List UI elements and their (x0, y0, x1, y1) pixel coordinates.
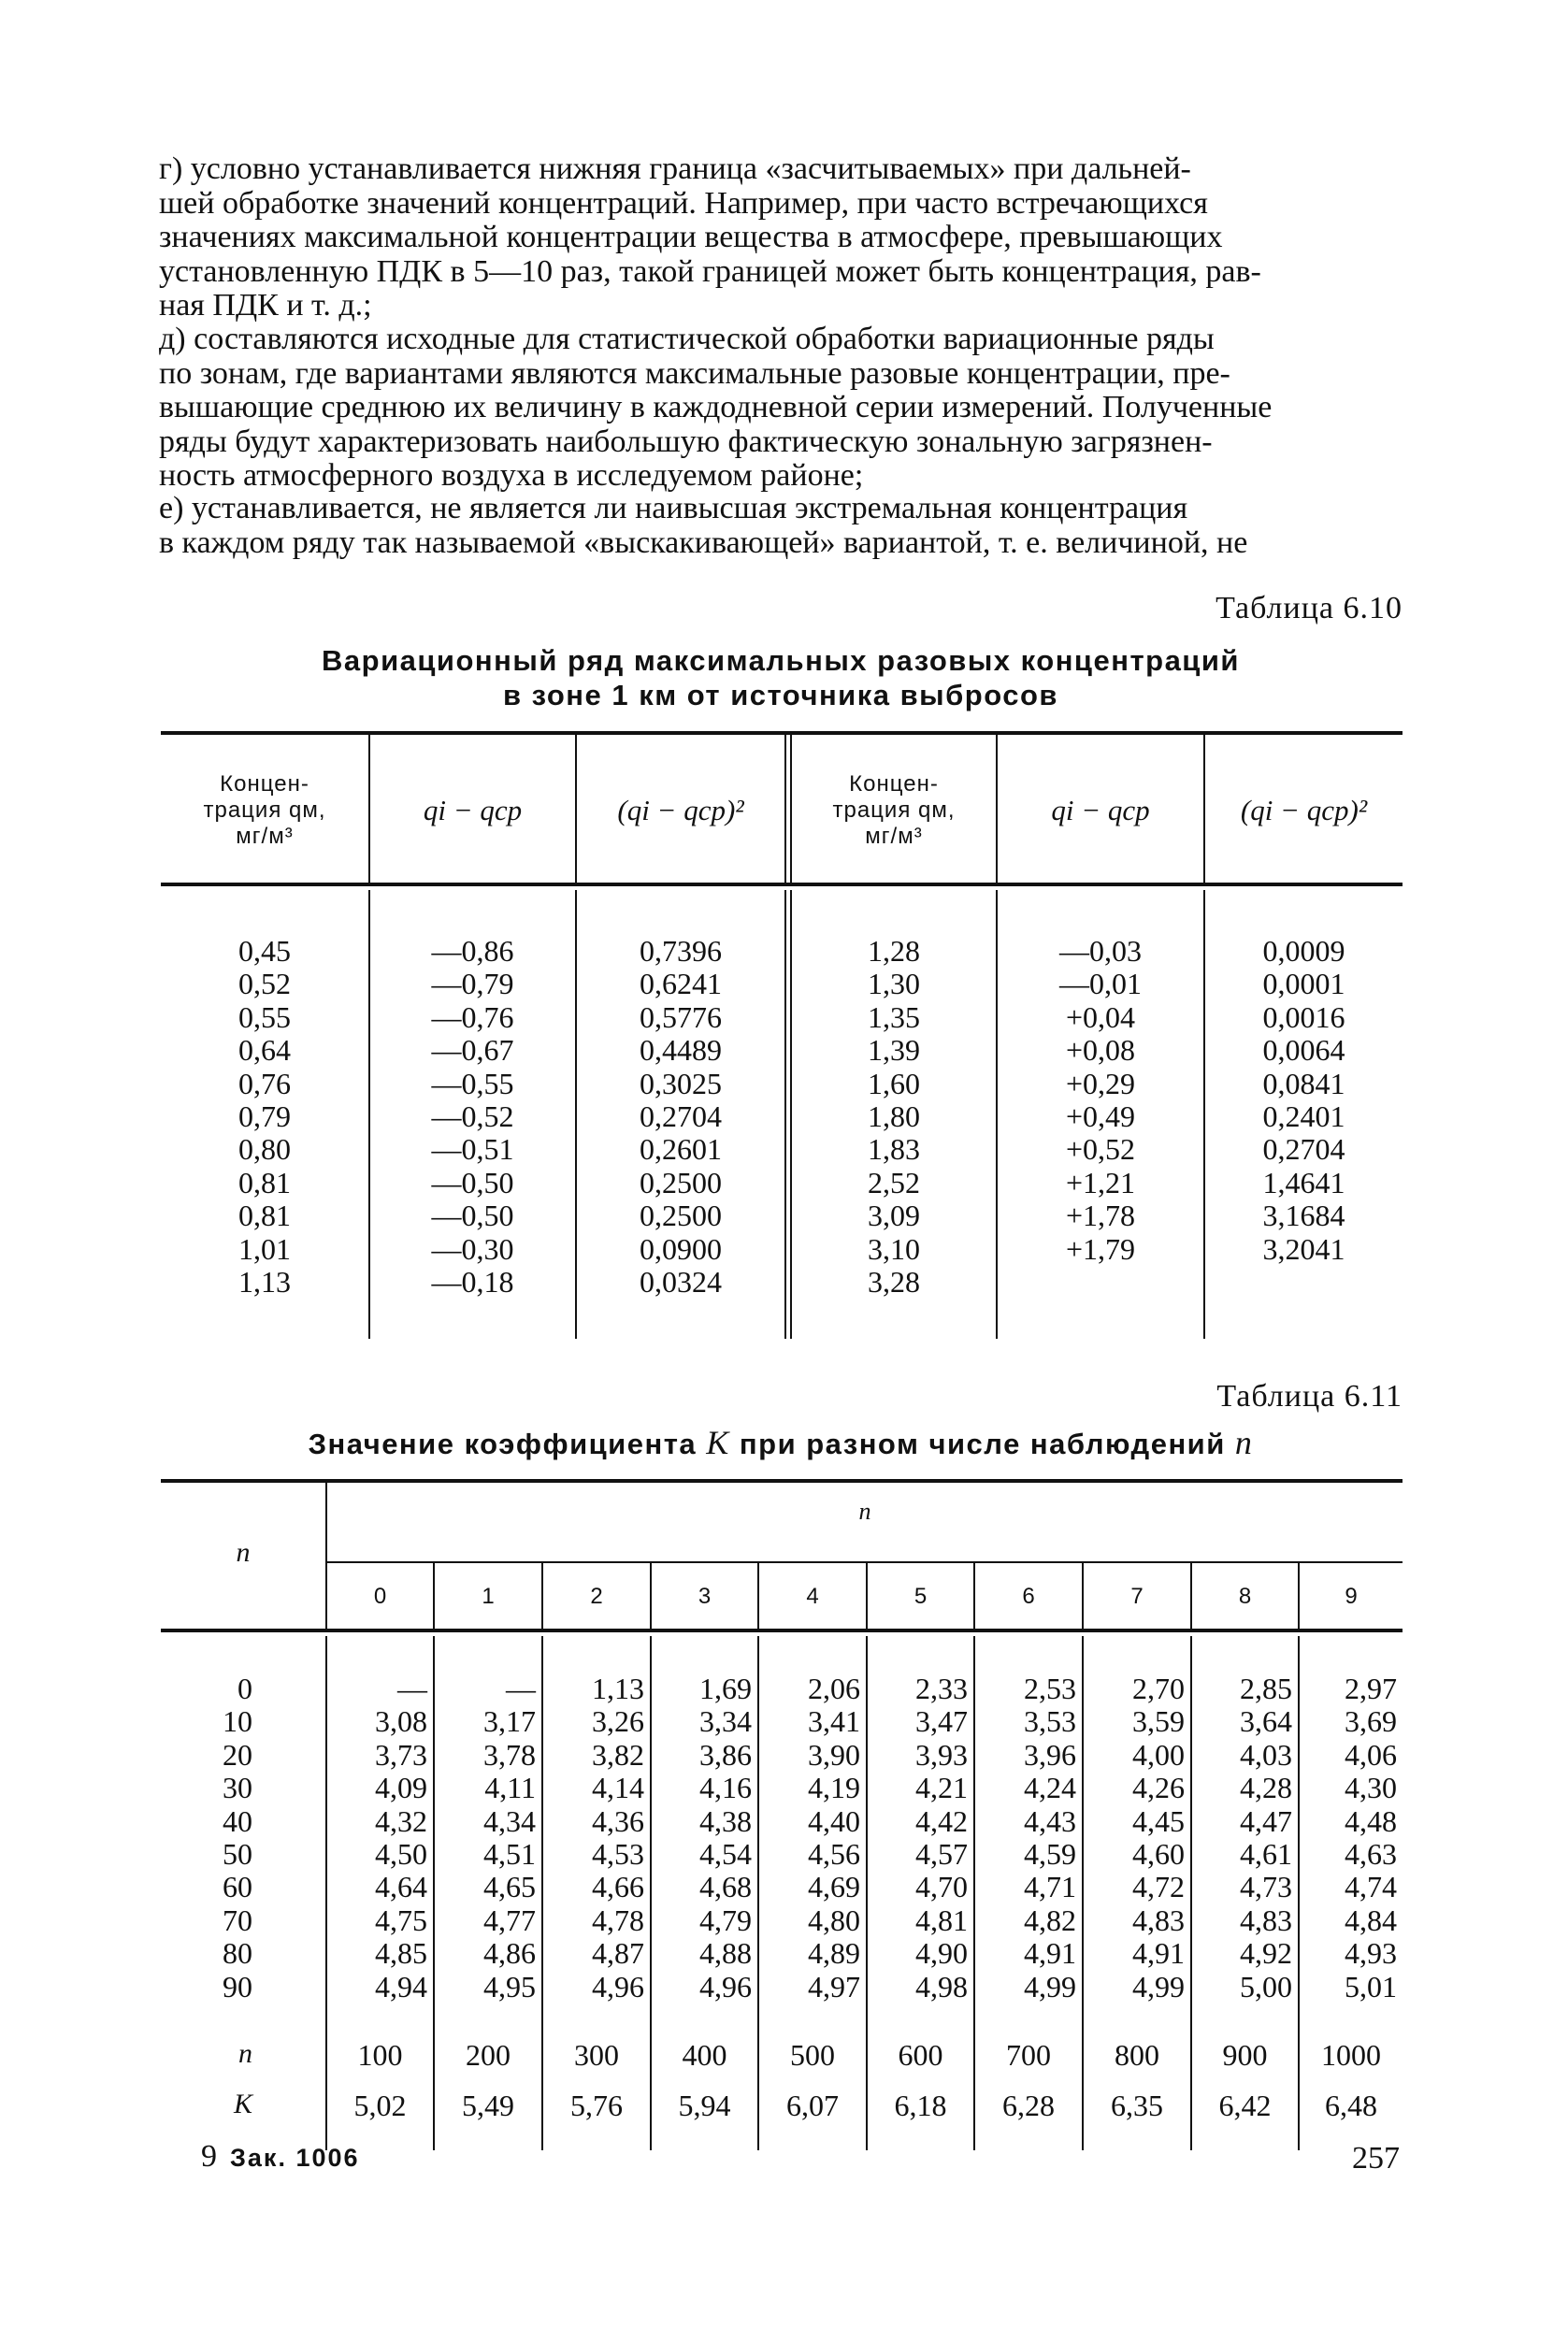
table-cell: 3,28 (868, 1264, 920, 1299)
title-line: в зоне 1 км от источника выбросов (503, 679, 1058, 711)
table-cell: 1,69 (699, 1672, 752, 1705)
table-cell: 4,90 (915, 1936, 968, 1971)
table-cell: 4,69 (808, 1870, 860, 1904)
table-6-11-title (159, 1426, 1403, 1461)
table-cell: 4,57 (915, 1836, 968, 1871)
table-cell: 1,83 (868, 1132, 920, 1167)
table-cell: —0,79 (431, 967, 514, 1001)
table-cell: 4,38 (699, 1803, 752, 1838)
extra-k-cell: 6,07 (786, 2089, 839, 2122)
rule (161, 1479, 1403, 1483)
table-cell: 4,19 (808, 1771, 860, 1805)
paragraph-d (159, 323, 1403, 494)
table-cell: 4,82 (1024, 1903, 1076, 1937)
table-cell: —0,18 (431, 1264, 514, 1299)
table-cell: 3,93 (915, 1737, 968, 1772)
table-cell: 4,26 (1132, 1771, 1185, 1805)
row-label: 10 (223, 1704, 252, 1739)
table-cell: 0,81 (238, 1199, 291, 1233)
table-cell: — (397, 1672, 427, 1705)
digit-header: 9 (1345, 1584, 1358, 1609)
extra-n-cell: 900 (1222, 2038, 1268, 2072)
table-cell: 4,72 (1132, 1870, 1185, 1904)
table-cell: 0,7396 (640, 934, 722, 968)
row-label: 0 (237, 1672, 252, 1705)
table-cell: 3,26 (592, 1704, 644, 1739)
table-cell: 4,28 (1240, 1771, 1292, 1805)
table-cell: —0,51 (431, 1132, 514, 1167)
table-cell: 3,96 (1024, 1737, 1076, 1772)
table-cell: 3,59 (1132, 1704, 1185, 1739)
table-cell: 4,88 (699, 1936, 752, 1971)
table-cell: 4,63 (1345, 1836, 1397, 1871)
table-cell: 4,21 (915, 1771, 968, 1805)
table-cell: 5,01 (1345, 1969, 1397, 2003)
text-line: по зонам, где вариантами являются максимальные разовые концентрации, пре- (159, 355, 1230, 391)
extra-n-cell: 200 (466, 2038, 511, 2072)
table-cell: 4,75 (375, 1903, 427, 1937)
column-k-2 (543, 1673, 644, 2003)
table-cell: 4,09 (375, 1771, 427, 1805)
header-line: Концен- (849, 771, 939, 797)
column-squared (577, 935, 784, 1299)
text-line: значениях максимальной концентрации вещества в атмосфере, превышающих (159, 220, 1223, 254)
column-difference-2 (998, 935, 1203, 1266)
table-cell: 3,90 (808, 1737, 860, 1772)
table-cell: 4,99 (1132, 1969, 1185, 2003)
table-cell: 4,83 (1132, 1903, 1185, 1937)
table-cell: 4,64 (375, 1870, 427, 1904)
table-cell: 1,80 (868, 1099, 920, 1133)
extra-n-cell: 300 (574, 2038, 619, 2072)
table-cell: 2,52 (868, 1165, 920, 1199)
table-cell: 1,30 (868, 967, 920, 1001)
digit-header: 1 (482, 1584, 495, 1609)
table-cell: — (506, 1672, 536, 1705)
table-cell: 4,45 (1132, 1803, 1185, 1838)
table-cell: 4,47 (1240, 1803, 1292, 1838)
digit-header: 2 (590, 1584, 603, 1609)
table-cell: 4,70 (915, 1870, 968, 1904)
extra-k-cell: 6,18 (894, 2089, 947, 2122)
extra-n-cell: 600 (898, 2038, 943, 2072)
header-line: Концен- (220, 771, 309, 797)
table-cell: 1,01 (238, 1231, 291, 1266)
column-concentration-2 (792, 935, 996, 1299)
table-cell: 4,32 (375, 1803, 427, 1838)
table-cell: 3,10 (868, 1231, 920, 1266)
table-cell: 3,08 (375, 1704, 427, 1739)
table-cell: 4,93 (1345, 1936, 1397, 1971)
digit-header: 3 (698, 1584, 712, 1609)
table-cell: 4,71 (1024, 1870, 1076, 1904)
column-k-7 (1084, 1673, 1185, 2003)
extra-n-cell: 1000 (1321, 2038, 1381, 2072)
row-label: 30 (223, 1771, 252, 1805)
extra-n-label: n (238, 2038, 252, 2069)
table-cell: 0,0016 (1262, 999, 1345, 1034)
extra-k-cell: 5,94 (678, 2089, 731, 2122)
table-cell: —0,03 (1059, 934, 1142, 968)
table-cell: 3,69 (1345, 1704, 1397, 1739)
header-line: трация qм, (832, 797, 956, 823)
table-cell: 4,61 (1240, 1836, 1292, 1871)
table-cell: 3,73 (375, 1737, 427, 1772)
sheet-number: 9 (201, 2139, 217, 2174)
table-cell: 3,47 (915, 1704, 968, 1739)
column-k-5 (868, 1673, 968, 2003)
digit-header: 0 (373, 1584, 387, 1609)
title-part: Значение коэффициента (308, 1428, 698, 1460)
table-cell: 0,45 (238, 934, 291, 968)
table-cell: +0,29 (1065, 1066, 1136, 1100)
table-cell: 4,98 (915, 1969, 968, 2003)
table-6-10-title (159, 643, 1403, 712)
table-cell: —0,86 (431, 934, 514, 968)
text-line: д) составляются исходные для статистической обработки вариационные ряды (159, 322, 1215, 356)
table-cell: +0,04 (1065, 999, 1136, 1034)
table-cell: +0,08 (1065, 1033, 1136, 1068)
extra-k-cell: 5,02 (353, 2089, 407, 2122)
table-cell: —0,30 (431, 1231, 514, 1266)
table-cell: 3,1684 (1262, 1199, 1345, 1233)
digit-header: 5 (913, 1584, 928, 1609)
rule (327, 1561, 1403, 1563)
table-cell: 4,79 (699, 1903, 752, 1937)
table-cell: 4,78 (592, 1903, 644, 1937)
text-line: установленную ПДК в 5—10 раз, такой границей может быть концентрация, рав- (159, 253, 1261, 289)
table-cell: +0,52 (1065, 1132, 1136, 1167)
table-cell: 4,96 (699, 1969, 752, 2003)
table-cell: 4,66 (592, 1870, 644, 1904)
table-cell: 4,80 (808, 1903, 860, 1937)
digit-header: 6 (1022, 1584, 1035, 1609)
group-header-n: n (858, 1498, 871, 1525)
column-k-1 (435, 1673, 536, 2003)
column-squared-2 (1205, 935, 1403, 1266)
page-number: 257 (1352, 2141, 1400, 2176)
table-cell: 4,65 (483, 1870, 536, 1904)
table-cell: 4,14 (592, 1771, 644, 1805)
table-cell: 3,53 (1024, 1704, 1076, 1739)
row-label: 50 (223, 1836, 252, 1871)
extra-k-cell: 6,48 (1325, 2089, 1377, 2122)
table-cell: 3,34 (699, 1704, 752, 1739)
table-cell: 5,00 (1240, 1969, 1292, 2003)
column-k-3 (652, 1673, 752, 2003)
digit-header: 7 (1130, 1584, 1144, 1609)
table-cell: 4,92 (1240, 1936, 1292, 1971)
table-cell: —0,01 (1059, 967, 1142, 1001)
table-cell: 1,35 (868, 999, 920, 1034)
table-cell: 4,77 (483, 1903, 536, 1937)
row-label: 60 (223, 1870, 252, 1904)
text-line: ность атмосферного воздуха в исследуемом районе; (159, 458, 864, 493)
text-line: вышающие среднюю их величину в каждодневной серии измерений. Полученные (159, 390, 1273, 424)
table-cell: 0,55 (238, 999, 291, 1034)
column-k-8 (1192, 1673, 1292, 2003)
table-cell: +1,21 (1065, 1165, 1136, 1199)
extra-n-cell: 500 (790, 2038, 835, 2072)
table-cell: 4,91 (1132, 1936, 1185, 1971)
table-cell: 4,03 (1240, 1737, 1292, 1772)
rule (161, 883, 1403, 886)
table-cell: 0,0324 (640, 1264, 722, 1299)
row-label: 20 (223, 1737, 252, 1772)
table-cell: 4,56 (808, 1836, 860, 1871)
header-concentration-2 (792, 750, 996, 871)
digit-header: 4 (806, 1584, 819, 1609)
table-cell: 1,39 (868, 1033, 920, 1068)
table-cell: 3,2041 (1262, 1231, 1345, 1266)
table-cell: 3,17 (483, 1704, 536, 1739)
header-difference-2: qi − qср (1051, 794, 1150, 826)
table-cell: 4,42 (915, 1803, 968, 1838)
table-cell: —0,52 (431, 1099, 514, 1133)
column-k-4 (759, 1673, 860, 2003)
order-number: Зак. 1006 (230, 2144, 360, 2172)
table-cell: 4,68 (699, 1870, 752, 1904)
table-cell: 0,80 (238, 1132, 291, 1167)
text-line: шей обработке значений концентраций. Например, при часто встречающихся (159, 185, 1208, 221)
table-cell: 4,94 (375, 1969, 427, 2003)
table-6-10-label: Таблица 6.10 (1216, 591, 1403, 625)
table-cell: 3,41 (808, 1704, 860, 1739)
column-k-6 (975, 1673, 1076, 2003)
table-cell: +0,49 (1065, 1099, 1136, 1133)
extra-n-cell: 400 (682, 2038, 727, 2072)
digit-header: 8 (1238, 1584, 1252, 1609)
table-6-10 (161, 731, 1403, 1348)
row-label: 80 (223, 1936, 252, 1971)
table-6-11 (161, 1479, 1403, 2152)
table-cell: 4,85 (375, 1936, 427, 1971)
table-6-11-label: Таблица 6.11 (1216, 1379, 1403, 1414)
table-cell: —0,76 (431, 999, 514, 1034)
text-line: в каждом ряду так называемой «выскакивающей» вариантой, т. е. величиной, не (159, 524, 1248, 560)
table-cell: 4,83 (1240, 1903, 1292, 1937)
rule (161, 1629, 1403, 1632)
text-line: ная ПДК и т. д.; (159, 288, 372, 323)
text-line: ряды будут характеризовать наибольшую фактическую зональную загрязнен- (159, 424, 1213, 459)
extra-k-label: K (233, 2089, 252, 2119)
rule (161, 731, 1403, 735)
extra-k-cell: 6,35 (1111, 2089, 1163, 2122)
table-cell: 3,78 (483, 1737, 536, 1772)
table-cell: 4,95 (483, 1969, 536, 2003)
table-cell: 2,85 (1240, 1672, 1292, 1705)
extra-k-cell: 6,42 (1218, 2089, 1272, 2122)
table-cell: 4,00 (1132, 1737, 1185, 1772)
table-cell: 4,84 (1345, 1903, 1397, 1937)
table-cell: —0,55 (431, 1066, 514, 1100)
table-cell: 2,97 (1345, 1672, 1397, 1705)
header-concentration (161, 750, 368, 871)
table-cell: 4,30 (1345, 1771, 1397, 1805)
table-cell: 0,0009 (1262, 934, 1345, 968)
table-cell: 0,3025 (640, 1066, 722, 1100)
table-cell: 3,86 (699, 1737, 752, 1772)
table-cell: 4,16 (699, 1771, 752, 1805)
row-header-n: n (236, 1537, 251, 1568)
title-line: Вариационный ряд максимальных разовых концентраций (322, 644, 1240, 677)
table-cell: 4,06 (1345, 1737, 1397, 1772)
table-cell: 0,2500 (640, 1165, 722, 1199)
table-cell: 0,5776 (640, 999, 722, 1034)
table-cell: 4,96 (592, 1969, 644, 2003)
row-label: 40 (223, 1803, 252, 1838)
table-cell: 0,2401 (1262, 1099, 1345, 1133)
table-cell: 4,59 (1024, 1836, 1076, 1871)
table-cell: 1,28 (868, 934, 920, 968)
table-cell: +1,78 (1065, 1199, 1136, 1233)
rule (784, 890, 786, 1339)
row-label: 90 (223, 1969, 252, 2003)
table-cell: 0,6241 (640, 967, 722, 1001)
column-difference (370, 935, 575, 1299)
table-cell: 4,81 (915, 1903, 968, 1937)
text-line: г) условно устанавливается нижняя граница «засчитываемых» при дальней- (159, 151, 1191, 186)
table-cell: 4,97 (808, 1969, 860, 2003)
table-cell: 0,64 (238, 1033, 291, 1068)
table-cell: 4,53 (592, 1836, 644, 1871)
table-cell: 4,91 (1024, 1936, 1076, 1971)
header-line: мг/м³ (236, 824, 294, 849)
extra-k-cell: 5,49 (462, 2089, 514, 2122)
table-cell: +1,79 (1065, 1231, 1136, 1266)
column-k-9 (1300, 1673, 1397, 2003)
table-cell: 0,2704 (640, 1099, 722, 1133)
table-cell: 0,0900 (640, 1231, 722, 1266)
table-cell: 4,34 (483, 1803, 536, 1838)
table-cell: 4,87 (592, 1936, 644, 1971)
title-part: при разном числе наблюдений (739, 1428, 1226, 1460)
header-difference: qi − qср (423, 794, 523, 826)
table-cell: 0,2601 (640, 1132, 722, 1167)
table-cell: 2,53 (1024, 1672, 1076, 1705)
table-cell: 0,2500 (640, 1199, 722, 1233)
table-cell: 4,48 (1345, 1803, 1397, 1838)
extra-k-cell: 5,76 (570, 2089, 623, 2122)
table-cell: 2,06 (808, 1672, 860, 1705)
table-cell: 0,0064 (1262, 1033, 1345, 1068)
header-line: трация qм, (203, 797, 326, 823)
footer-signature (201, 2139, 360, 2175)
table-cell: 4,54 (699, 1836, 752, 1871)
rule (784, 735, 786, 883)
table-cell: 0,4489 (640, 1033, 722, 1068)
header-squared-2: (qi − qср)² (1240, 794, 1368, 826)
table-cell: 3,64 (1240, 1704, 1292, 1739)
table-cell: 3,09 (868, 1199, 920, 1233)
extra-k-cell: 6,28 (1002, 2089, 1055, 2122)
header-squared: (qi − qср)² (617, 794, 744, 826)
table-cell: 4,24 (1024, 1771, 1076, 1805)
table-cell: 4,50 (375, 1836, 427, 1871)
table-cell: 4,60 (1132, 1836, 1185, 1871)
column-concentration (161, 935, 368, 1299)
title-symbol-n: n (1234, 1424, 1254, 1461)
table-cell: 0,76 (238, 1066, 291, 1100)
table-cell: 2,70 (1132, 1672, 1185, 1705)
table-cell: 4,11 (484, 1771, 536, 1805)
table-cell: 0,0001 (1262, 967, 1345, 1001)
table-cell: 1,60 (868, 1066, 920, 1100)
extra-n-cell: 100 (357, 2038, 403, 2072)
extra-n-cell: 800 (1115, 2038, 1159, 2072)
table-cell: 4,73 (1240, 1870, 1292, 1904)
table-cell: 3,82 (592, 1737, 644, 1772)
table-cell: 4,51 (483, 1836, 536, 1871)
text-line: е) устанавливается, не является ли наивысшая экстремальная концентрация (159, 491, 1188, 525)
table-cell: 0,79 (238, 1099, 291, 1133)
table-cell: 1,13 (592, 1672, 644, 1705)
table-cell: 4,99 (1024, 1969, 1076, 2003)
table-cell: 4,40 (808, 1803, 860, 1838)
extra-n-cell: 700 (1006, 2038, 1051, 2072)
table-cell: 2,33 (915, 1672, 968, 1705)
table-cell: 4,89 (808, 1936, 860, 1971)
table-cell: 0,52 (238, 967, 291, 1001)
table-cell: 1,13 (238, 1264, 291, 1299)
column-k-0 (327, 1673, 427, 2003)
paragraph-g (159, 152, 1403, 323)
row-label: 70 (223, 1903, 252, 1937)
table-cell: —0,50 (431, 1165, 514, 1199)
header-line: мг/м³ (865, 824, 923, 849)
table-cell: 1,4641 (1262, 1165, 1345, 1199)
table-cell: 4,36 (592, 1803, 644, 1838)
table-cell: —0,67 (431, 1033, 514, 1068)
table-cell: 0,2704 (1262, 1132, 1345, 1167)
table-cell: 4,74 (1345, 1870, 1397, 1904)
table-cell: 0,81 (238, 1165, 291, 1199)
title-symbol-k: K (706, 1424, 730, 1461)
table-cell: 0,0841 (1262, 1066, 1345, 1100)
table-cell: —0,50 (431, 1199, 514, 1233)
column-row-labels (161, 1673, 252, 2003)
paragraph-e (159, 492, 1403, 560)
table-cell: 4,86 (483, 1936, 536, 1971)
table-cell: 4,43 (1024, 1803, 1076, 1838)
